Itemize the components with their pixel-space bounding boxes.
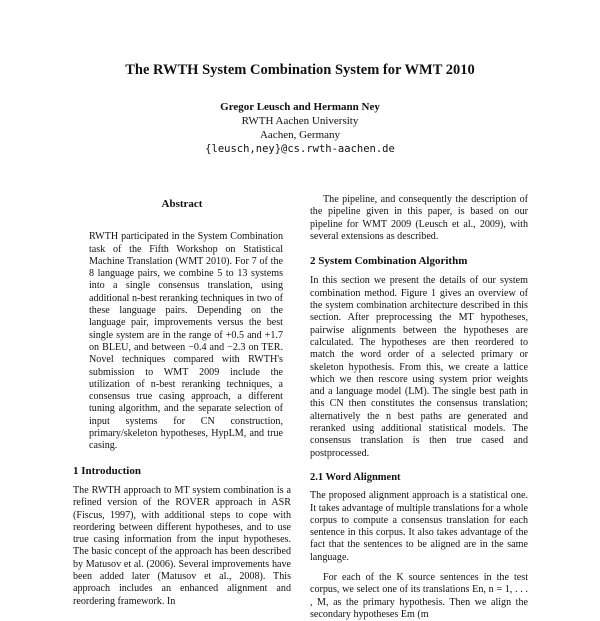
subsection-2-1-text-continued: For each of the K source sentences in the test corpus, we select one of its translations En, n = 1, . . . , M, as the primary hypothesis. Then we align the secondary hypotheses Em (m [310,572,528,620]
section-2-text: In this section we present the details of our system combination method. Figure 1 gives an overview of the system combination architecture described in this section. After preprocessing the MT hypotheses, pairwise alignments between the hypotheses are calculated. The hypotheses are then reordered to match the word order of a selected primary or skeleton hypothesis. From this, we create a lattice which we then rescore using system prior weights and a language model (LM). The single best path in this CN then constitutes the consensus translation; alternatively the n best paths are generated and reranked using additional statistical models. The consensus translation is then true cased and postprocessed. [310,275,528,459]
abstract-text: RWTH participated in the System Combination task of the Fifth Workshop on Statistical Machine Translation (WMT 2010). For 7 of the 8 language pairs, we combine 5 to 13 systems into a single consensus translation, using additional n-best reranking techniques in two of these language pairs. Depending on the language pair, improvements versus the best single system are in the range of +0.5 and +1.7 on BLEU, and between −0.4 and −2.3 on TER. Novel techniques compared with RWTH's submission to WMT 2009 include the utilization of n-best reranking techniques, a consensus true casing approach, a different tuning algorithm, and the separate selection of input systems for CN construction, primary/skeleton hypotheses, HypLM, and true casing. [89,231,283,452]
author-email: {leusch,ney}@cs.rwth-aachen.de [205,143,395,155]
introduction-text: The RWTH approach to MT system combination is a refined version of the ROVER approach in ASR (Fiscus, 1997), with additional steps to cope with reordering between different hypotheses, and to use true casing information from the input hypotheses. The basic concept of the approach has been described by Matusov et al. (2006). Several improvements have been added later (Matusov et al., 2008). This approach includes an enhanced alignment and reordering framework. In [73,484,291,607]
abstract-heading: Abstract [161,198,203,210]
left-column [73,198,291,608]
right-column [310,194,528,621]
paper-title: The RWTH System Combination System for WMT 2010 [125,62,475,78]
section-2-heading: 2 System Combination Algorithm [310,255,468,268]
section-1-heading: 1 Introduction [73,464,141,477]
pipeline-paragraph: The pipeline, and consequently the description of the pipeline given in this paper, is based on our pipeline for WMT 2009 (Leusch et al., 2009), with several extensions as described. [310,194,528,242]
subsection-2-1-heading: 2.1 Word Alignment [310,471,401,483]
affiliation: RWTH Aachen University [241,115,359,127]
author-block [0,100,600,156]
location: Aachen, Germany [259,129,341,141]
subsection-2-1-text: The proposed alignment approach is a statistical one. It takes advantage of multiple translations for a whole corpus to compute a consensus translation for each sentence in this corpus. It also takes advantage of the fact that the sentences to be aligned are in the same language. [310,490,528,563]
author-names: Gregor Leusch and Hermann Ney [220,101,380,113]
